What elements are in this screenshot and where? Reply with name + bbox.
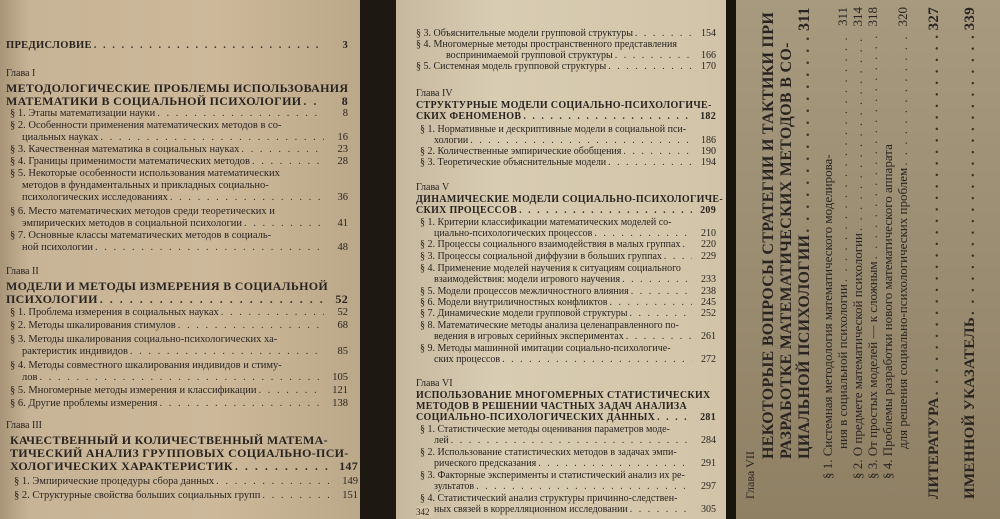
toc-entry-cont: рического предсказания . . . 291 xyxy=(434,458,716,470)
chapter-label: Глава V xyxy=(416,182,450,193)
toc-entry-cont: ских процессов . . . 272 xyxy=(434,354,716,366)
toc-entry: § 7. Динамические модели групповой структуры . . . 252 xyxy=(420,308,716,320)
toc-entry-index: ИМЕННОЙ УКАЗАТЕЛЬ . . . 339 xyxy=(962,7,979,499)
toc-entry: § 1. Системная методология математического моделирова- xyxy=(820,154,835,479)
chapter-title: МОДЕЛИ И МЕТОДЫ ИЗМЕРЕНИЯ В СОЦИАЛЬНОЙ xyxy=(6,279,329,293)
toc-entry: § 3. От простых моделей — к сложным . . . 318 xyxy=(865,7,880,479)
toc-entry: § 1. Критерии классификации математических моделей со- xyxy=(420,217,672,228)
chapter-title: СКИХ ПРОЦЕССОВ . . . 209 xyxy=(416,205,716,217)
page-gutter xyxy=(360,0,396,519)
chapter-title: СТРУКТУРНЫЕ МОДЕЛИ СОЦИАЛЬНО-ПСИХОЛОГИЧЕ- xyxy=(416,100,712,111)
chapter-title: ИСПОЛЬЗОВАНИЕ МНОГОМЕРНЫХ СТАТИСТИЧЕСКИХ xyxy=(416,390,711,401)
toc-entry-cont: лей . . . 284 xyxy=(434,435,716,447)
chapter-title: МАТЕМАТИКИ В СОЦИАЛЬНОЙ ПСИХОЛОГИИ . . . 8 xyxy=(6,95,348,107)
page-number: 3 xyxy=(342,40,348,51)
toc-entry-cont: хологии . . . 186 xyxy=(434,135,716,147)
toc-entry: § 2. О предмете математической психологии . . . 314 xyxy=(850,7,865,479)
chapter-title: ХОЛОГИЧЕСКИХ ХАРАКТЕРИСТИК . . . 147 xyxy=(10,460,358,472)
toc-entry: § 1. Эмпирические процедуры сбора данных . . . 149 xyxy=(14,476,358,488)
right-page xyxy=(736,0,1000,519)
middle-page xyxy=(396,0,726,519)
toc-entry: § 3. Процессы социальной диффузии в больших группах . . . 229 xyxy=(420,251,716,263)
toc-entry-cont: циальных науках . . . 16 xyxy=(22,132,348,144)
toc-entry: § 6. Место математических методов среди теоретических и xyxy=(10,206,275,217)
chapter-title: ЦИАЛЬНОЙ ПСИХОЛОГИИ . . . 311 xyxy=(796,7,814,459)
chapter-title: СОЦИАЛЬНО-ПСИХОЛОГИЧЕСКИХ ДАННЫХ . . . 281 xyxy=(416,412,716,424)
toc-entry: § 2. Количественные эмпирические обобщения . . . 190 xyxy=(420,146,716,158)
chapter-title: НЕКОТОРЫЕ ВОПРОСЫ СТРАТЕГИИ И ТАКТИКИ ПРИ xyxy=(760,11,777,459)
toc-entry: § 5. Системная модель групповой структуры . . . 170 xyxy=(416,61,716,73)
toc-entry: § 3. Качественная математика в социальных науках . . . 23 xyxy=(10,144,348,156)
toc-entry-cont: рактеристик индивидов . . . 85 xyxy=(22,346,348,358)
toc-entry: § 5. Некоторые особенности использования математических xyxy=(10,168,280,179)
toc-entry: § 7. Основные классы математических методов в социаль- xyxy=(10,230,272,241)
chapter-title: ПСИХОЛОГИИ . . . 52 xyxy=(6,293,348,305)
entry-title: ПРЕДИСЛОВИЕ xyxy=(6,40,92,51)
chapter-title: ТИЧЕСКИЙ АНАЛИЗ ГРУППОВЫХ СОЦИАЛЬНО-ПСИ- xyxy=(10,446,349,460)
toc-entry: § 5. Модели процессов межличностного влияния . . . 238 xyxy=(420,286,716,298)
page-number: 342 xyxy=(416,506,434,518)
toc-entry: § 6. Другие проблемы измерения . . . 138 xyxy=(10,398,348,410)
toc-entry-cont: ведения в игровых серийных экспериментах . . . 261 xyxy=(434,331,716,343)
chapter-label: Глава II xyxy=(6,266,39,277)
toc-entry: § 4. Проблемы разработки нового математического аппарата xyxy=(880,144,895,479)
toc-entry: § 3. Методы шкалирования социально-психологических ха- xyxy=(10,334,278,345)
chapter-title: КАЧЕСТВЕННЫЙ И КОЛИЧЕСТВЕННЫЙ МАТЕМА- xyxy=(10,433,328,447)
toc-entry-cont: зультатов . . . 297 xyxy=(434,481,716,493)
toc-entry: § 9. Методы машинной имитации социально-психологиче- xyxy=(420,343,671,354)
chapter-label: Глава VI xyxy=(416,378,453,389)
toc-entry-preface xyxy=(6,40,348,52)
toc-entry: § 1. Проблема измерения в социальных науках . . . 52 xyxy=(10,307,348,319)
toc-entry: § 8. Математические методы анализа целенаправленного по- xyxy=(420,320,679,331)
toc-entry-cont: психологических исследованиях . . . 36 xyxy=(22,192,348,204)
toc-entry: § 4. Многомерные методы пространственного представления xyxy=(416,39,677,50)
toc-entry-cont: эмпирических методов в социальной психологии . . . 41 xyxy=(22,218,348,230)
toc-entry: § 4. Границы применимости математических методов . . . 28 xyxy=(10,156,348,168)
toc-entry: § 2. Особенности применения математических методов в со- xyxy=(10,120,282,131)
chapter-label: Глава IV xyxy=(416,88,453,99)
chapter-title: СКИХ ФЕНОМЕНОВ . . . 182 xyxy=(416,111,716,123)
toc-entry-cont: методов в фундаментальных и прикладных социально- xyxy=(22,180,269,191)
toc-entry: § 4. Статистический анализ структуры причинно-следствен- xyxy=(420,493,678,504)
chapter-label: Глава III xyxy=(6,420,42,431)
toc-entry: § 6. Модели внутриличностных конфликтов . . . 245 xyxy=(420,297,716,309)
left-page xyxy=(0,0,360,519)
toc-entry: § 1. Этапы математизации науки . . . 8 xyxy=(10,108,348,120)
toc-entry-cont: для решения социально-психологических проблем . . . 320 xyxy=(895,7,910,449)
chapter-title: ДИНАМИЧЕСКИЕ МОДЕЛИ СОЦИАЛЬНО-ПСИХОЛОГИЧЕ- xyxy=(416,194,723,205)
toc-entry-cont: циально-психологических процессов . . . 210 xyxy=(434,228,716,240)
chapter-title: МЕТОДОЛОГИЧЕСКИЕ ПРОБЛЕМЫ ИСПОЛЬЗОВАНИЯ xyxy=(6,81,349,95)
toc-entry: § 3. Теоретические объяснительные модели . . . 194 xyxy=(420,157,716,169)
toc-entry: § 4. Применение моделей научения к ситуациям социального xyxy=(420,263,681,274)
toc-entry: § 3. Факторные эксперименты и статистический анализ их ре- xyxy=(420,470,685,481)
chapter-title: РАЗРАБОТКЕ МАТЕМАТИЧЕСКИХ МЕТОДОВ В СО- xyxy=(778,42,795,459)
chapter-label: Глава I xyxy=(6,68,36,79)
chapter-label: Глава VII xyxy=(743,451,757,499)
rotated-content xyxy=(736,0,1000,519)
toc-entry: § 2. Структурные свойства больших социальных групп . . . 151 xyxy=(14,490,358,502)
toc-entry: § 1. Статистические методы оценивания параметров моде- xyxy=(420,424,670,435)
toc-entry: § 4. Методы совместного шкалирования индивидов и стиму- xyxy=(10,360,282,371)
toc-entry-cont: ной психологии . . . 48 xyxy=(22,242,348,254)
toc-entry-cont: ных связей в коррелляционном исследовании . . . 305 xyxy=(434,504,716,516)
toc-entry-cont: ния в социальной психологии . . . 311 xyxy=(835,7,850,449)
toc-entry-cont: взаимодействия: модели игрового научения . . . 233 xyxy=(434,274,716,286)
toc-entry: § 5. Многомерные методы измерения и классификации . . . 121 xyxy=(10,385,348,397)
toc-entry-literature: ЛИТЕРАТУРА . . . 327 xyxy=(926,7,943,499)
toc-entry: § 2. Методы шкалирования стимулов . . . 68 xyxy=(10,320,348,332)
chapter-title: МЕТОДОВ В РЕШЕНИИ ЧАСТНЫХ ЗАДАЧ АНАЛИЗА xyxy=(416,401,688,412)
toc-entry: § 2. Процессы социального взаимодействия в малых группах . . . 220 xyxy=(420,239,716,251)
toc-entry: § 1. Нормативные и дескриптивные модели в социальной пси- xyxy=(420,124,687,135)
page-gutter xyxy=(726,0,736,519)
toc-entry: § 2. Использование статистических методов в задачах эмпи- xyxy=(420,447,677,458)
toc-entry-cont: лов . . . 105 xyxy=(22,372,348,384)
toc-entry-cont: воспринимаемой групповой структуры . . . 166 xyxy=(446,50,716,62)
toc-entry: § 3. Объяснительные модели групповой структуры . . . 154 xyxy=(416,28,716,40)
